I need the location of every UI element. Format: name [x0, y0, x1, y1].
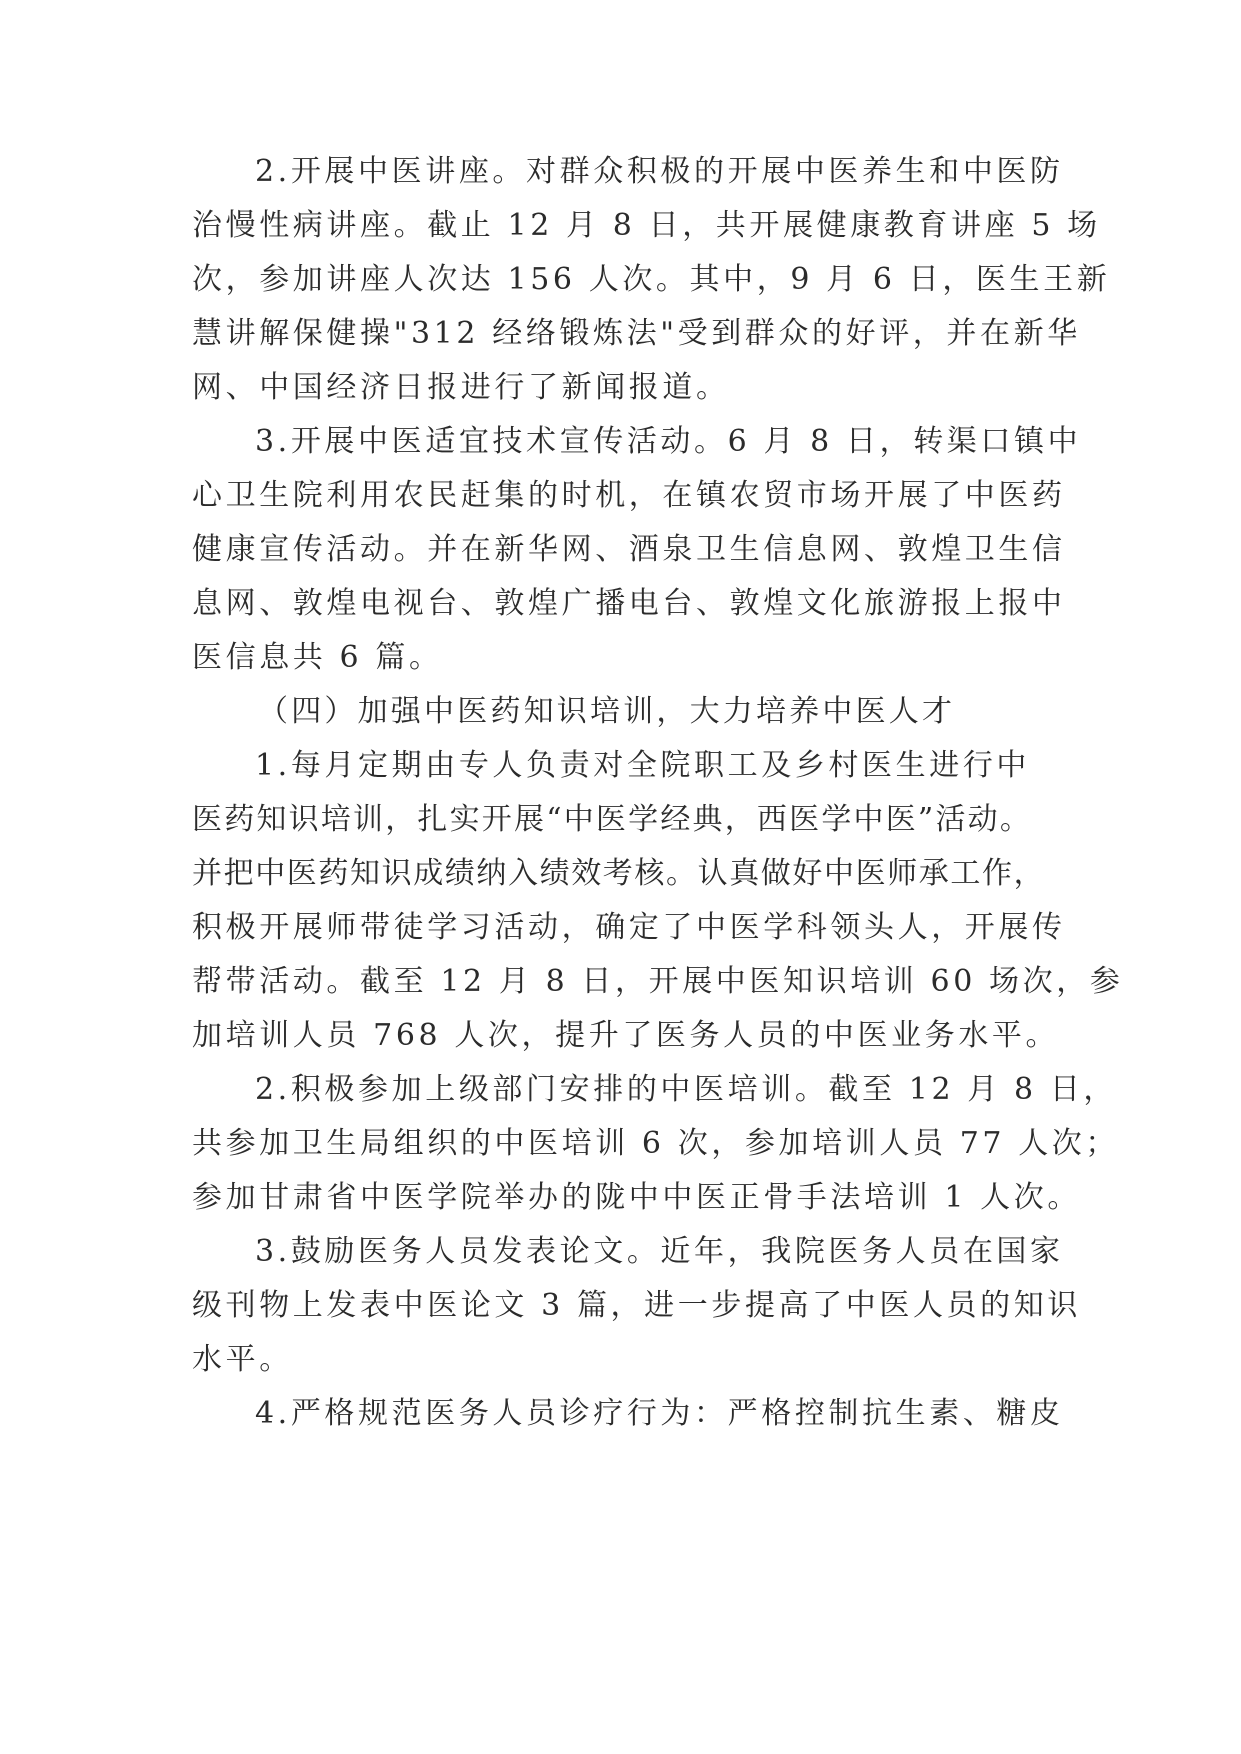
- text-line: 心卫生院利用农民赶集的时机，在镇农贸市场开展了中医药: [192, 478, 1066, 513]
- text-line: 治慢性病讲座。截止 12 月 8 日，共开展健康教育讲座 5 场: [192, 208, 1101, 243]
- text-line: 2.积极参加上级部门安排的中医培训。截至 12 月 8 日，: [255, 1072, 1118, 1107]
- text-line: 次，参加讲座人次达 156 人次。其中，9 月 6 日，医生王新: [192, 262, 1111, 297]
- text-line: 加培训人员 768 人次，提升了医务人员的中医业务水平。: [192, 1018, 1060, 1053]
- text-line: 3.鼓励医务人员发表论文。近年，我院医务人员在国家: [255, 1234, 1064, 1269]
- text-line: 2.开展中医讲座。对群众积极的开展中医养生和中医防: [255, 154, 1064, 189]
- text-line: 息网、敦煌电视台、敦煌广播电台、敦煌文化旅游报上报中: [192, 586, 1066, 621]
- text-line: 网、中国经济日报进行了新闻报道。: [192, 370, 730, 405]
- text-line: 共参加卫生局组织的中医培训 6 次，参加培训人员 77 人次；: [192, 1126, 1120, 1161]
- text-line: 水平。: [192, 1342, 293, 1377]
- text-line: 参加甘肃省中医学院举办的陇中中医正骨手法培训 1 人次。: [192, 1180, 1081, 1215]
- text-line: 4.严格规范医务人员诊疗行为：严格控制抗生素、糖皮: [255, 1396, 1064, 1431]
- text-line: 积极开展师带徒学习活动，确定了中医学科领头人，开展传: [192, 910, 1066, 945]
- text-line: 级刊物上发表中医论文 3 篇，进一步提高了中医人员的知识: [192, 1288, 1081, 1323]
- text-line: 医药知识培训，扎实开展“中医学经典，西医学中医”活动。: [192, 802, 1033, 837]
- heading-text: （四）加强中医药知识培训，大力培养中医人才: [258, 694, 956, 729]
- text-line: 帮带活动。截至 12 月 8 日，开展中医知识培训 60 场次，参: [192, 964, 1124, 999]
- text-line: 3.开展中医适宜技术宣传活动。6 月 8 日，转渠口镇中: [255, 424, 1082, 459]
- text-line: 慧讲解保健操"312 经络锻炼法"受到群众的好评，并在新华: [192, 316, 1081, 351]
- text-line: 医信息共 6 篇。: [192, 640, 443, 675]
- text-line: 健康宣传活动。并在新华网、酒泉卫生信息网、敦煌卫生信: [192, 532, 1066, 567]
- text-line: 1.每月定期由专人负责对全院职工及乡村医生进行中: [255, 748, 1031, 783]
- text-line: 并把中医药知识成绩纳入绩效考核。认真做好中医师承工作，: [192, 856, 1046, 891]
